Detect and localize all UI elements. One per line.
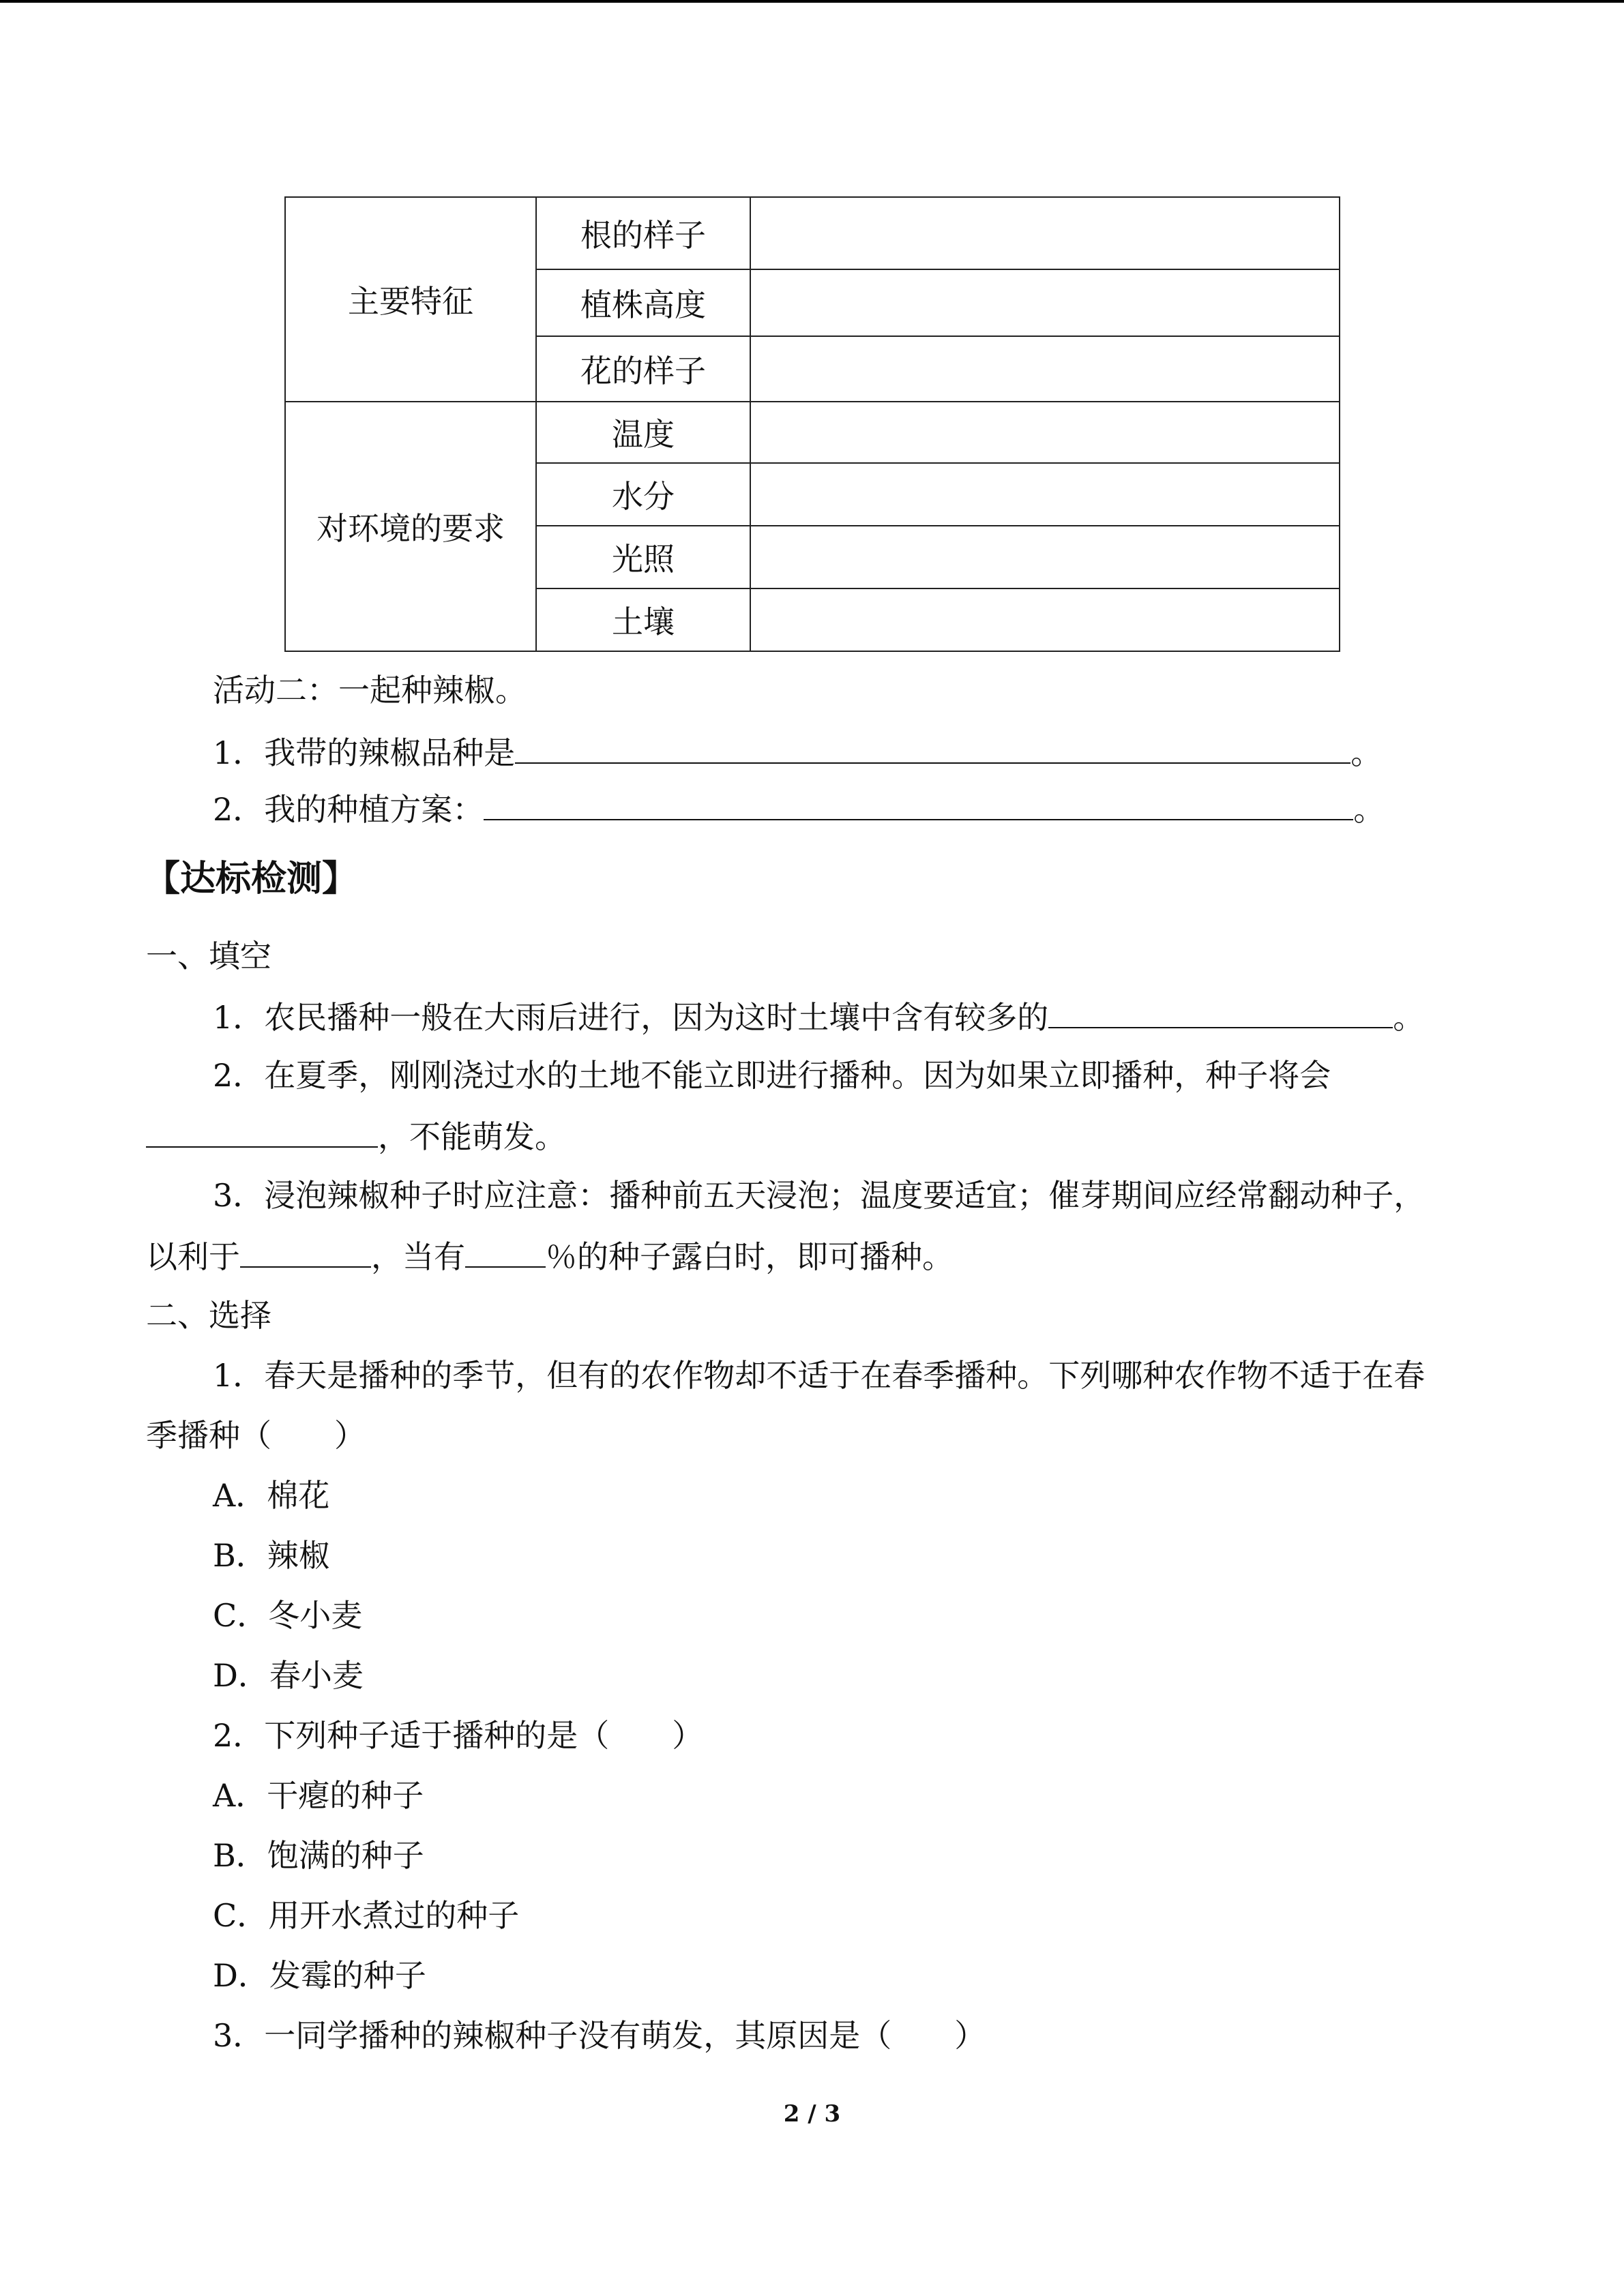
item-flower-shape: 花的样子: [536, 336, 750, 402]
question-suffix: 。: [1353, 791, 1385, 828]
question-text: 1．农民播种一般在大雨后进行，因为这时土壤中含有较多的: [213, 999, 1049, 1036]
activity2-question-2: [213, 788, 1385, 830]
answer-blank[interactable]: [484, 788, 1353, 820]
choice-q1-option-b[interactable]: B．辣椒: [213, 1537, 330, 1574]
choice-q2-option-b[interactable]: B．饱满的种子: [213, 1837, 424, 1874]
answer-cell[interactable]: [750, 336, 1340, 402]
choice-question-1-line2: 季播种（ ）: [146, 1417, 366, 1454]
choice-q1-option-d[interactable]: D．春小麦: [213, 1657, 364, 1694]
choice-q2-option-d[interactable]: D．发霉的种子: [213, 1957, 426, 1994]
answer-cell[interactable]: [750, 526, 1340, 588]
question-text: 以利于: [146, 1238, 240, 1275]
choice-q2-option-a[interactable]: A．干瘪的种子: [213, 1777, 424, 1814]
item-temperature: 温度: [536, 402, 750, 463]
fill-section-title: 一、填空: [146, 938, 271, 974]
question-text: 1．我带的辣椒品种是: [213, 734, 516, 771]
question-text: ，当有: [371, 1238, 465, 1275]
answer-cell[interactable]: [750, 402, 1340, 463]
answer-cell[interactable]: [750, 588, 1340, 651]
fill-question-1: [213, 996, 1424, 1038]
answer-blank[interactable]: [240, 1235, 371, 1268]
answer-cell[interactable]: [750, 197, 1340, 269]
choice-q1-option-a[interactable]: A．棉花: [213, 1477, 330, 1514]
choice-q1-option-c[interactable]: C．冬小麦: [213, 1597, 363, 1634]
item-root-shape: 根的样子: [536, 197, 750, 269]
answer-blank[interactable]: [465, 1235, 546, 1268]
group-label-environment: 对环境的要求: [285, 402, 536, 651]
choice-q2-option-c[interactable]: C．用开水煮过的种子: [213, 1897, 520, 1934]
plant-feature-table: [284, 196, 1340, 652]
choice-section-title: 二、选择: [146, 1297, 271, 1334]
choice-question-1-line1: 1．春天是播种的季节，但有的农作物却不适于在春季播种。下列哪种农作物不适于在春: [213, 1357, 1426, 1394]
question-suffix: ，不能萌发。: [378, 1118, 566, 1155]
choice-question-3: 3．一同学播种的辣椒种子没有萌发，其原因是（ ）: [213, 2017, 986, 2054]
table-row: [285, 197, 1340, 269]
question-text: ％的种子露白时，即可播种。: [546, 1238, 954, 1275]
fill-question-3-line2: [146, 1235, 954, 1277]
choice-question-2: 2．下列种子适于播种的是（ ）: [213, 1717, 704, 1754]
page-number: 2 / 3: [783, 2100, 841, 2128]
answer-cell[interactable]: [750, 463, 1340, 526]
answer-blank[interactable]: [146, 1115, 378, 1148]
question-text: 2．我的种植方案：: [213, 791, 484, 828]
question-suffix: 。: [1350, 734, 1383, 771]
group-label-main-features: 主要特征: [285, 197, 536, 402]
answer-blank[interactable]: [515, 731, 1350, 764]
item-plant-height: 植株高度: [536, 269, 750, 336]
fill-question-3-line1: 3．浸泡辣椒种子时应注意：播种前五天浸泡；温度要适宜；催芽期间应经常翻动种子，: [213, 1177, 1426, 1214]
question-suffix: 。: [1393, 999, 1425, 1036]
fill-question-2-line2: [146, 1115, 566, 1157]
activity2-title: 活动二：一起种辣椒。: [213, 672, 527, 709]
fill-question-2-line1: 2．在夏季，刚刚浇过水的土地不能立即进行播种。因为如果立即播种，种子将会: [213, 1057, 1331, 1094]
item-soil: 土壤: [536, 588, 750, 651]
answer-blank[interactable]: [1048, 996, 1393, 1028]
item-light: 光照: [536, 526, 750, 588]
activity2-question-1: [213, 731, 1382, 773]
table-row: [285, 402, 1340, 463]
item-water: 水分: [536, 463, 750, 526]
answer-cell[interactable]: [750, 269, 1340, 336]
section-heading: 【达标检测】: [145, 859, 358, 899]
